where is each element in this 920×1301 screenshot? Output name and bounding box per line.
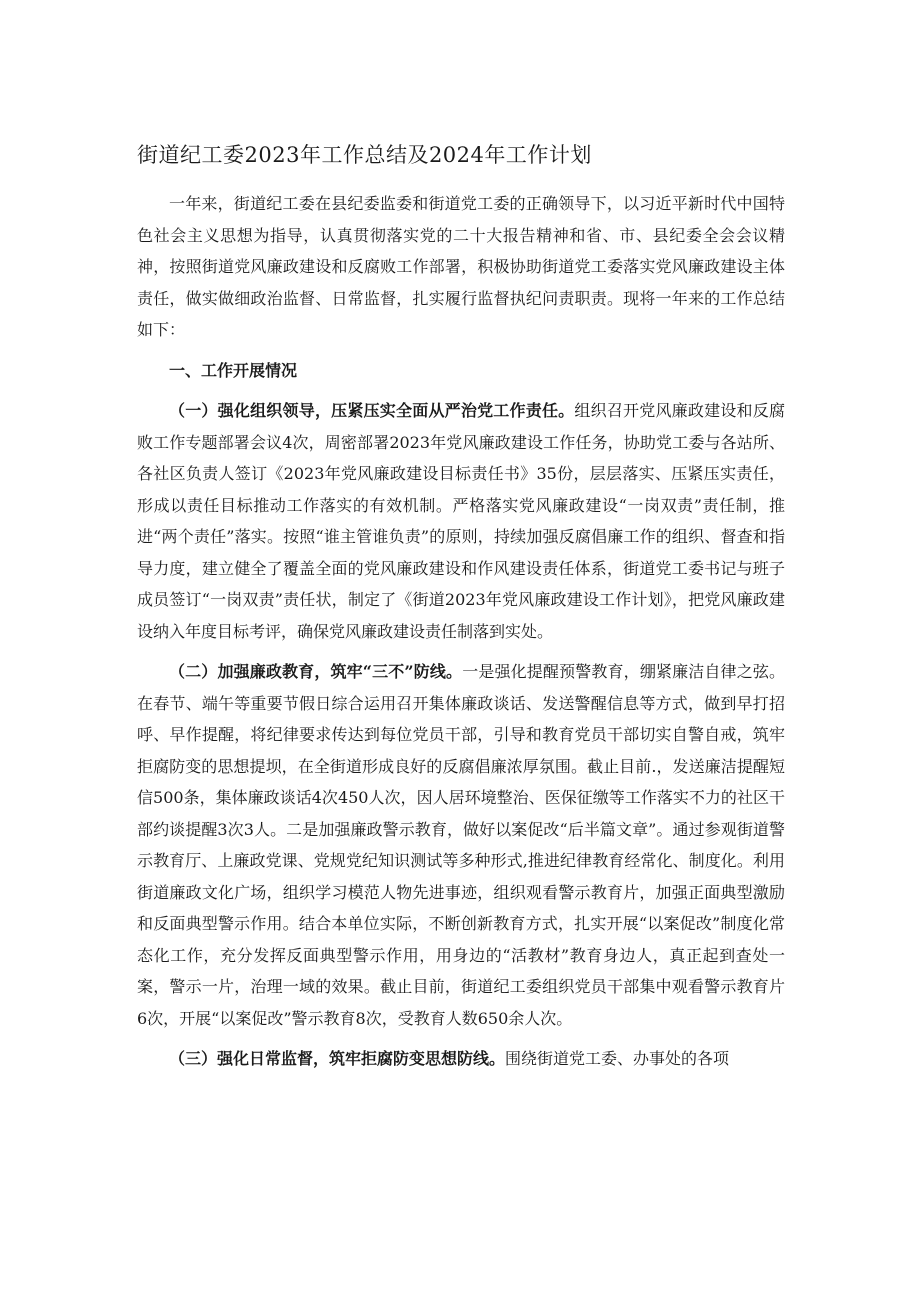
item-text-3: 围绕街道党工委、办事处的各项: [505, 1049, 730, 1068]
document-title: 街道纪工委2023年工作总结及2024年工作计划: [137, 143, 592, 167]
intro-paragraph: 一年来，街道纪工委在县纪委监委和街道党工委的正确领导下，以习近平新时代中国特色社会主义思想为指导，认真贯彻落实党的二十大报告精神和省、市、县纪委全会会议精神，按照街道党风廉政建设和反腐败工作部署，积极协助街道党工委落实党风廉政建设主体责任，做实做细政治监督、日常监督，扎实履行监督执纪问责职责。现将一年来的工作总结如下：: [137, 194, 785, 339]
item-text-2: 一是强化提醒预警教育，绷紧廉洁自律之弦。在春节、端午等重要节假日综合运用召开集体廉政谈话、发送警醒信息等方式，做到早打招呼、早作提醒，将纪律要求传达到每位党员干部，引导和教育党员干部切实自警自戒，筑牢拒腐防变的思想提坝，在全街道形成良好的反腐倡廉浓厚氛围。截止目前.，发送廉洁提醒短信500条，集体廉政谈话4次450人次，因人居环境整治、医保征缴等工作落实不力的社区干部约谈提醒3次3人。二是加强廉政警示教育，做好以案促改“后半篇文章”。通过参观街道警示教育厅、上廉政党课、党规党纪知识测试等多种形式,推进纪律教育经常化、制度化。利用街道廉政文化广场，组织学习模范人物先进事迹，组织观看警示教育片，加强正面典型激励和反面典型警示作用。结合本单位实际，不断创新教育方式，扎实开展“以案促改”制度化常态化工作，充分发挥反面典型警示作用，用身边的“活教材”教育身边人，真正起到查处一案，警示一片，治理一域的效果。截止目前，街道纪工委组织党员干部集中观看警示教育片6次，开展“以案促改”警示教育8次，受教育人数650余人次。: [137, 662, 785, 1028]
document-body: [137, 188, 785, 1084]
item-paragraph-2: [137, 656, 785, 1034]
item-lead-3: （三）强化日常监督，筑牢拒腐防变思想防线。: [169, 1049, 506, 1068]
item-paragraph-3: [137, 1043, 785, 1075]
item-text-1: 组织召开党风廉政建设和反腐败工作专题部署会议4次，周密部署2023年党风廉政建设工作任务，协助党工委与各站所、各社区负责人签订《2023年党风廉政建设目标责任书》35份，层层落实、压紧压实责任，形成以责任目标推动工作落实的有效机制。严格落实党风廉政建设“一岗双责”责任制，推进“两个责任”落实。按照“谁主管谁负责”的原则，持续加强反腐倡廉工作的组织、督查和指导力度，建立健全了覆盖全面的党风廉政建设和作风建设责任体系，街道党工委书记与班子成员签订“一岗双责”责任状，制定了《街道2023年党风廉政建设工作计划》，把党风廉政建设纳入年度目标考评，确保党风廉政建设责任制落到实处。: [137, 401, 785, 641]
item-paragraph-1: [137, 395, 785, 647]
section-heading-work-status: 一、工作开展情况: [169, 360, 298, 380]
item-lead-1: （一）强化组织领导，压紧压实全面从严治党工作责任。: [169, 401, 575, 420]
item-lead-2: （二）加强廉政教育，筑牢“三不”防线。: [169, 662, 463, 681]
